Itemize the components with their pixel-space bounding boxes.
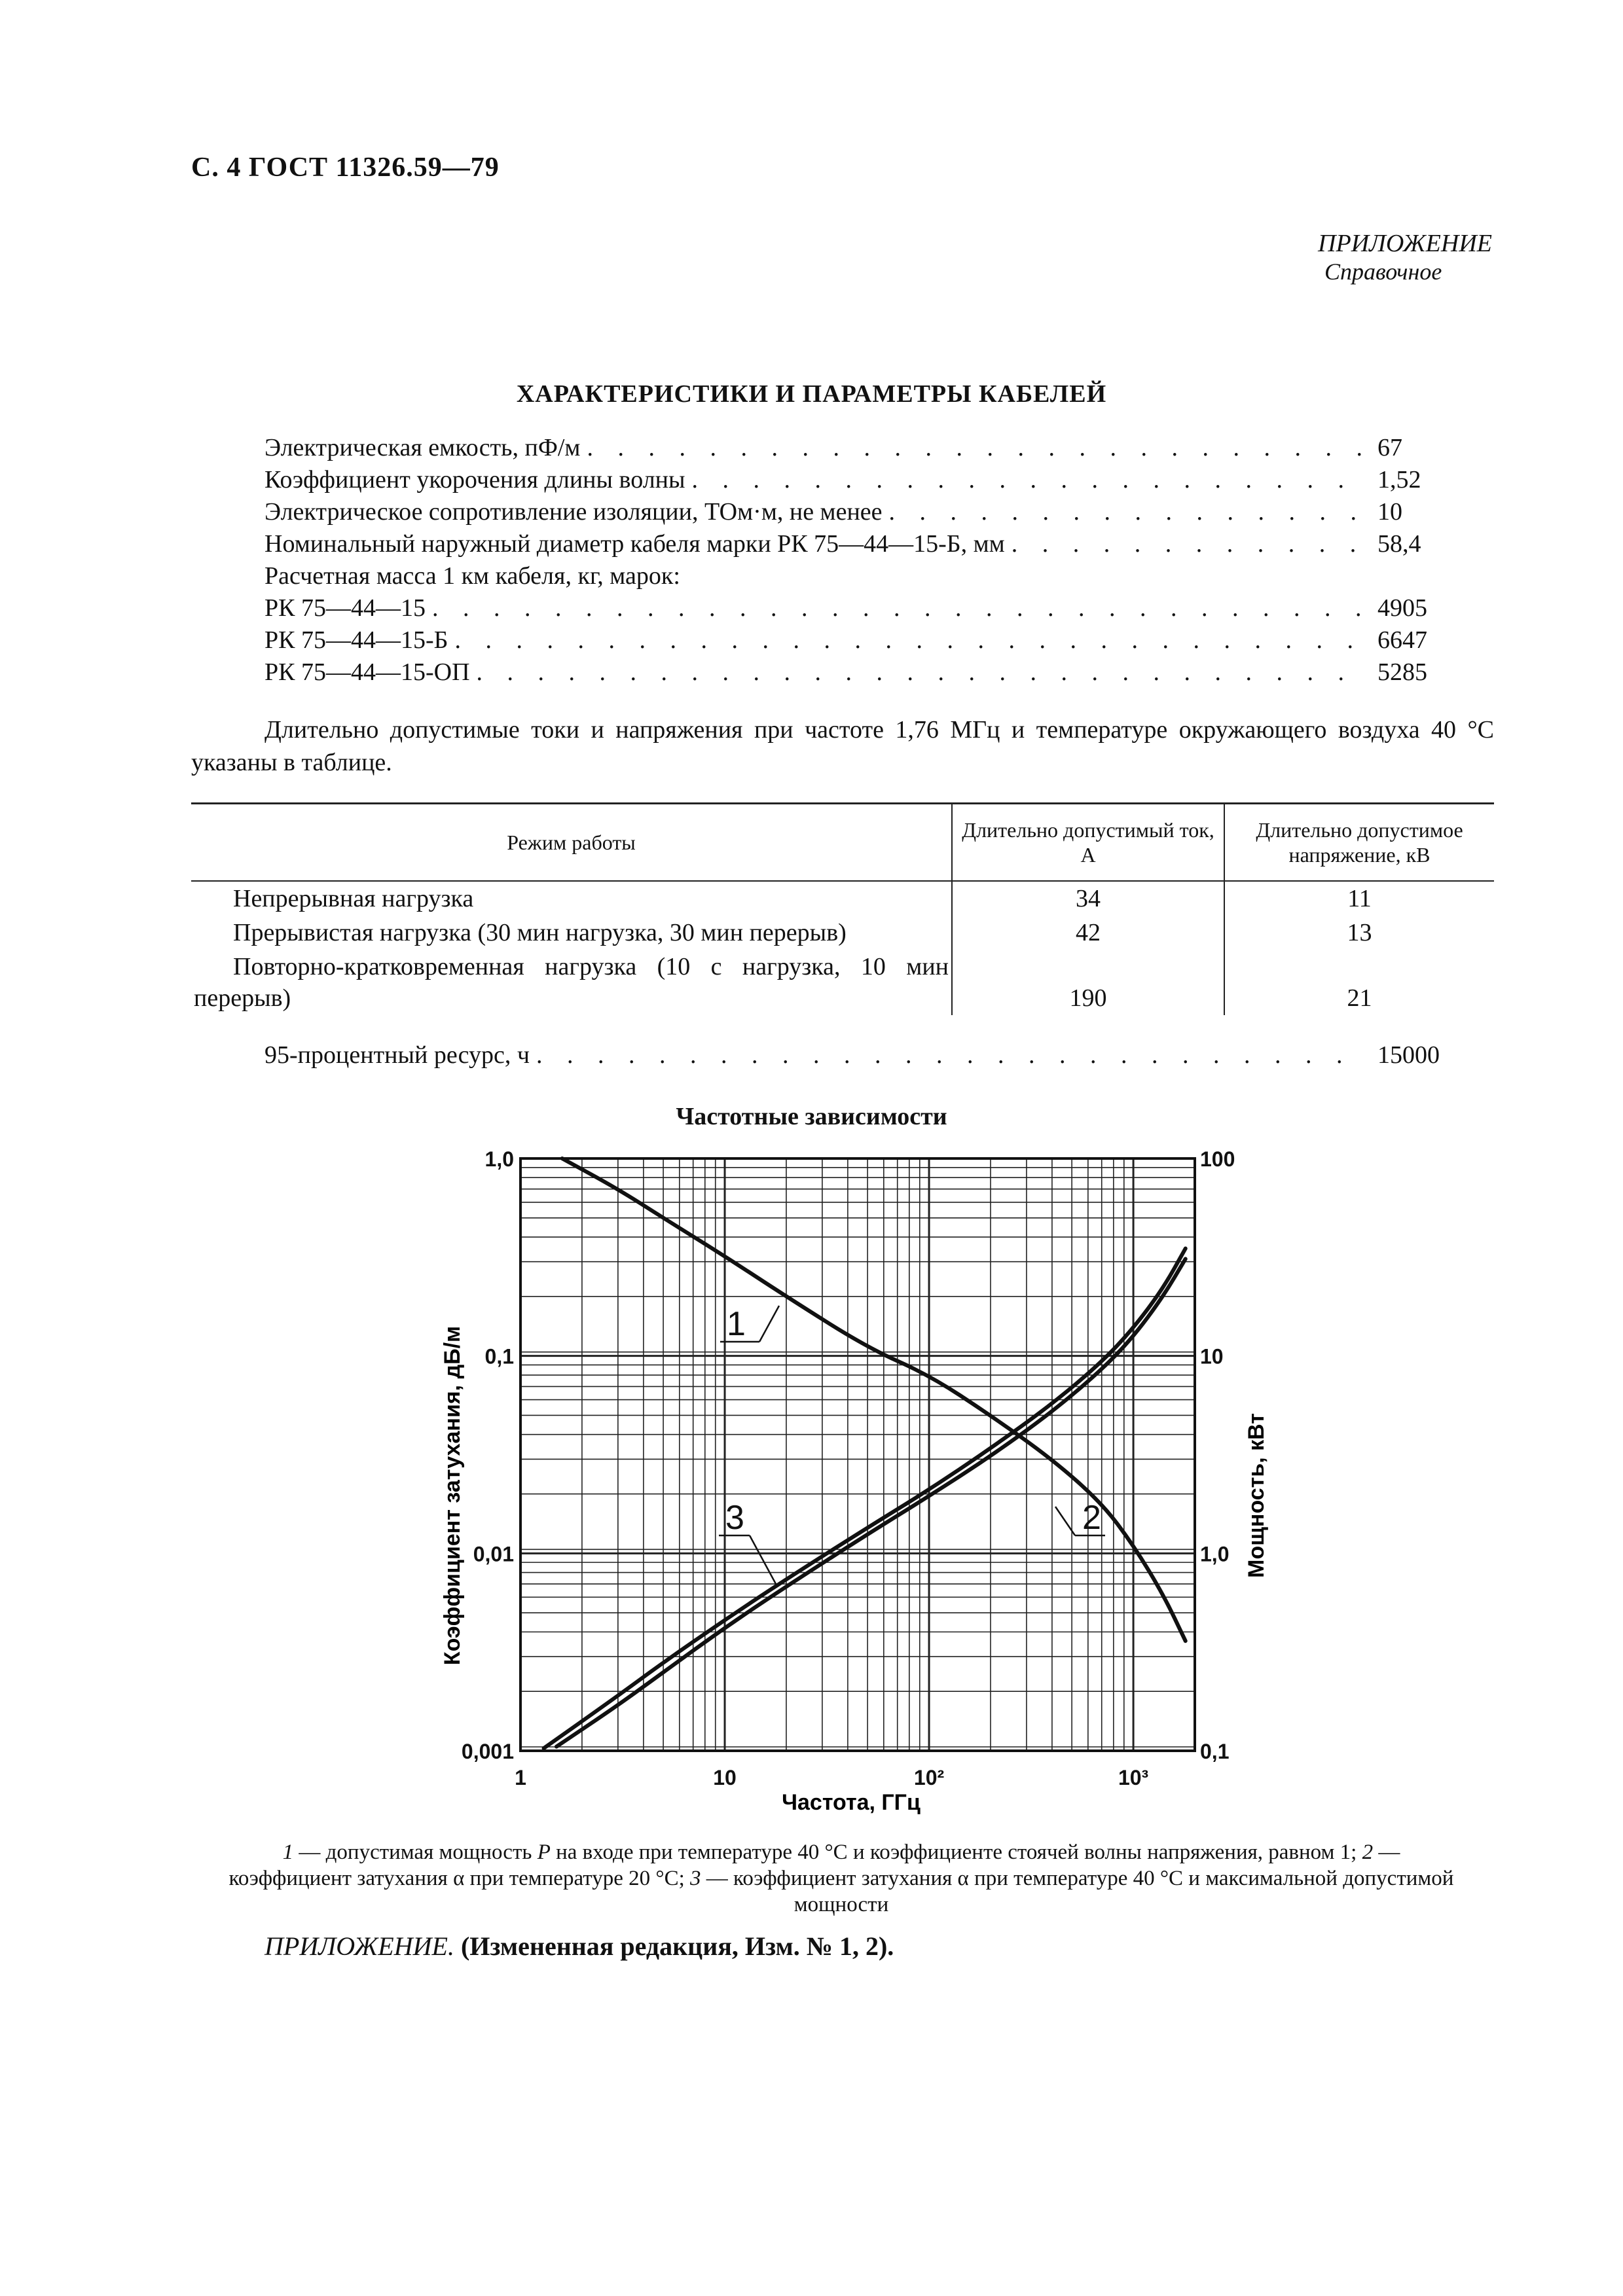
param-label: Номинальный наружный диаметр кабеля марки РК 75—44—15-Б, мм [264,530,1005,558]
param-value: 6647 [1377,626,1427,654]
caption-key-1: 1 [282,1840,294,1864]
param-label: Расчетная масса 1 км кабеля, кг, марок: [264,562,680,590]
x-tick-label: 10 [713,1766,737,1789]
caption-text-2: — коэффициент затухания α при температуре 20 °С; [228,1840,1400,1890]
frequency-chart [419,1139,1336,1826]
appendix-label [1318,229,1492,285]
caption-text-1a: — допустимая мощность [293,1840,538,1864]
mode-cell: Прерывистая нагрузка (30 мин нагрузка, 30 мин перерыв) [233,919,847,946]
y-right-tick-label: 0,1 [1200,1740,1230,1763]
param-row [264,528,1456,560]
callout-3-leader [750,1535,776,1584]
caption-key-2: 2 [1362,1840,1374,1864]
y-axis-right-label: Мощность, кВт [1244,1413,1269,1578]
appendix-subtitle: Справочное [1324,259,1442,285]
param-row [264,496,1456,528]
y-right-tick-label: 10 [1200,1344,1224,1369]
table-row [191,881,1494,916]
table-row [191,916,1494,950]
caption-text-1b: на входе при температуре 40 °С и коэффициенте стоячей волны напряжения, равном 1; [550,1840,1357,1864]
param-label: РК 75—44—15-Б [264,626,448,654]
footer-text: (Измененная редакция, Изм. № 1, 2). [460,1931,894,1961]
param-row [264,624,1456,656]
callout-1-label: 1 [727,1305,746,1343]
param-value: 10 [1377,498,1402,526]
voltage-cell: 13 [1224,916,1494,950]
current-cell: 34 [952,881,1224,916]
footer-label: ПРИЛОЖЕНИЕ. [264,1931,454,1961]
figure-caption [223,1839,1460,1918]
footer-note [264,1931,894,1962]
param-row [264,464,1456,496]
chart-callouts [719,1305,1105,1584]
plot-frame [520,1158,1195,1751]
y-tick-label: 0,1 [484,1344,514,1369]
resource-value: 15000 [1377,1041,1440,1069]
y-axis-label: Коэффициент затухания, дБ/м [440,1325,465,1666]
callout-2-label: 2 [1082,1499,1101,1537]
y-right-tick-label: 1,0 [1200,1542,1230,1566]
table-intro-note: Длительно допустимые токи и напряжения при частоте 1,76 МГц и температуре окружающего воздуха 40 °С указаны в таблице. [191,716,1494,776]
chart-title: Частотные зависимости [676,1103,947,1130]
operating-modes-table [191,802,1494,1015]
resource-row [264,1039,1456,1071]
param-value: 5285 [1377,658,1427,686]
x-tick-label: 10³ [1118,1766,1149,1789]
param-label: Электрическая емкость, пФ/м [264,434,581,461]
mode-cell: Повторно-кратковременная нагрузка (10 с нагрузка, 10 мин перерыв) [194,953,949,1012]
caption-power-symbol: P [537,1840,551,1864]
resource-label: 95-процентный ресурс, ч [264,1041,530,1069]
param-row [264,432,1456,464]
callout-1-leader [759,1306,779,1342]
voltage-cell: 11 [1224,881,1494,916]
param-row [264,656,1456,689]
table-row [191,950,1494,1015]
caption-text-3: — коэффициент затухания α при температуре 40 °С и максимальной допустимой мощности [701,1867,1454,1916]
appendix-title: ПРИЛОЖЕНИЕ [1318,230,1492,257]
column-header-mode: Режим работы [191,804,952,882]
section-title: ХАРАКТЕРИСТИКИ И ПАРАМЕТРЫ КАБЕЛЕЙ [516,380,1107,408]
param-label: РК 75—44—15-ОП [264,658,470,686]
parameters-list [264,432,1456,689]
column-header-voltage: Длительно допустимое напряжение, кВ [1224,804,1494,882]
param-row [264,560,1456,592]
current-cell: 42 [952,916,1224,950]
y-tick-label: 1,0 [484,1147,514,1171]
page-header: С. 4 ГОСТ 11326.59—79 [191,152,500,183]
x-tick-label: 1 [515,1766,526,1789]
param-value: 4905 [1377,594,1427,622]
param-label: Электрическое сопротивление изоляции, ТОм·м, не менее [264,498,883,526]
param-value: 1,52 [1377,466,1421,493]
chart-frame [520,1158,1195,1751]
param-value: 58,4 [1377,530,1421,558]
param-value: 67 [1377,434,1402,461]
param-label: Коэффициент укорочения длины волны [264,466,685,493]
caption-key-3: 3 [690,1867,701,1890]
y-tick-label: 0,01 [473,1542,514,1566]
current-cell: 190 [952,950,1224,1015]
param-label: РК 75—44—15 [264,594,426,622]
voltage-cell: 21 [1224,950,1494,1015]
callout-3-label: 3 [725,1499,744,1537]
x-tick-label: 10² [913,1766,945,1789]
mode-cell: Непрерывная нагрузка [233,885,474,912]
chart-grid [520,1158,1195,1751]
chart-curves [544,1158,1186,1748]
y-tick-label: 0,001 [461,1740,514,1763]
y-right-tick-label: 100 [1200,1147,1235,1171]
param-row [264,592,1456,624]
x-axis-label: Частота, ГГц [782,1790,921,1815]
column-header-current: Длительно допустимый ток, А [952,804,1224,882]
